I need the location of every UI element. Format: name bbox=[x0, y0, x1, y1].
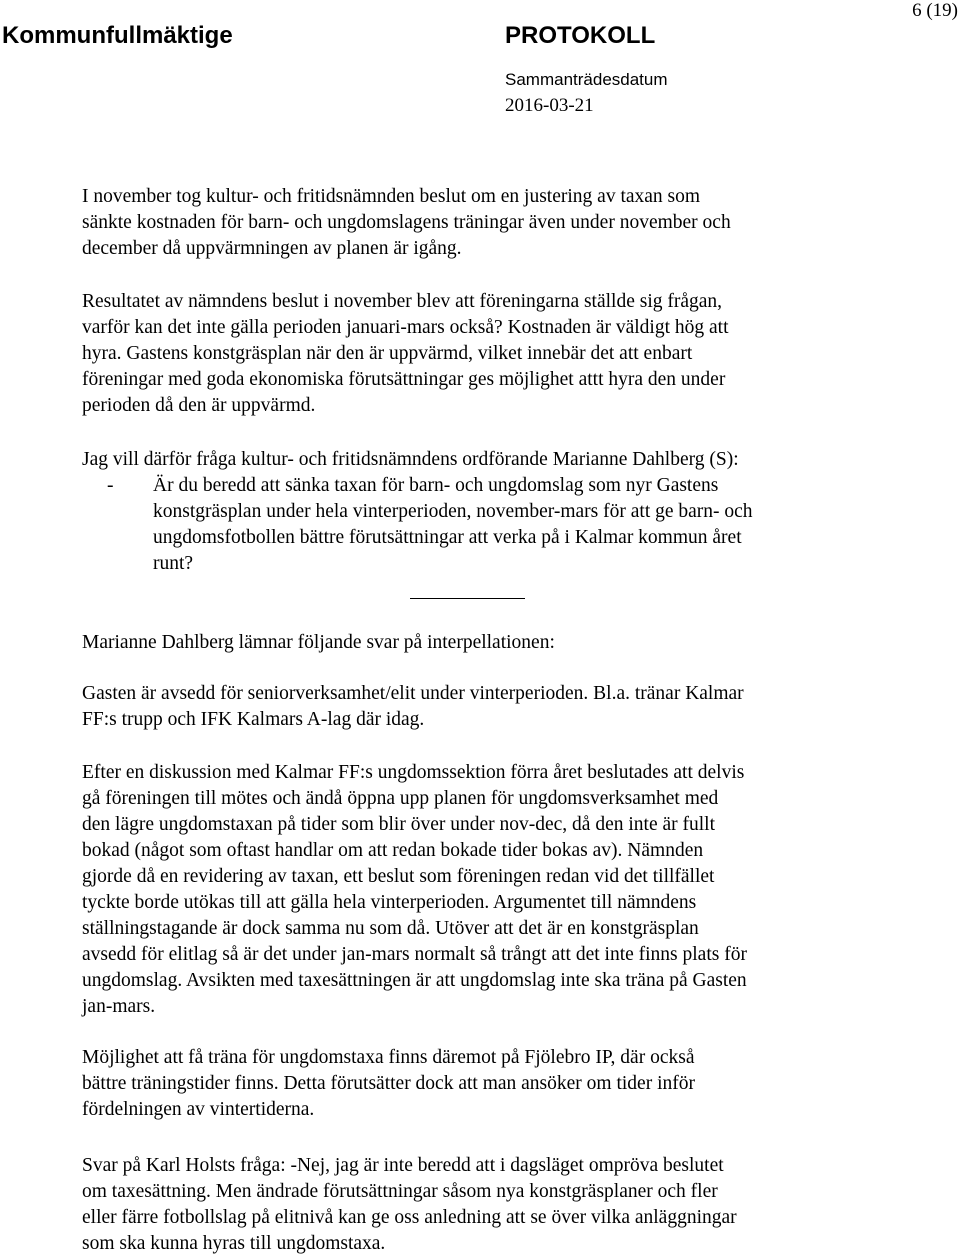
text-line: fördelningen av vintertiderna. bbox=[82, 1099, 315, 1120]
text-line: eller färre fotbollslag på elitnivå kan ge oss anledning att se över vilka anläggningar bbox=[82, 1207, 737, 1228]
text-line: om taxesättning. Men ändrade förutsättningar såsom nya konstgräsplaner och fler bbox=[82, 1181, 718, 1202]
text-line: ungdomslag. Avsikten med taxesättningen är att ungdomslag inte ska träna på Gasten bbox=[82, 970, 747, 991]
paragraph-1 bbox=[82, 184, 882, 262]
text-line: konstgräsplan under hela vinterperioden, november-mars för att ge barn- och bbox=[153, 501, 753, 522]
text-line: FF:s trupp och IFK Kalmars A-lag där idag. bbox=[82, 709, 425, 730]
text-line: varför kan det inte gälla perioden januari-mars också? Kostnaden är väldigt hög att bbox=[82, 317, 729, 338]
text-line: sänkte kostnaden för barn- och ungdomslagens träningar även under november och bbox=[82, 212, 731, 233]
text-line: gå föreningen till mötes och ändå öppna upp planen för ungdomsverksamhet med bbox=[82, 788, 719, 809]
text-line: runt? bbox=[153, 553, 194, 574]
text-line: hyra. Gastens konstgräsplan när den är uppvärmd, vilket innebär det att enbart bbox=[82, 343, 693, 364]
text-line: jan-mars. bbox=[82, 996, 156, 1017]
text-line: Är du beredd att sänka taxan för barn- och ungdomslag som nyr Gastens bbox=[153, 475, 719, 496]
text-line: bättre träningstider finns. Detta förutsätter dock att man ansöker om tider inför bbox=[82, 1073, 695, 1094]
document-type: PROTOKOLL bbox=[505, 22, 656, 49]
question-bullet: - bbox=[107, 475, 114, 496]
text-line: tyckte borde utökas till att gälla hela vinterperioden. Argumentet till nämndens bbox=[82, 892, 697, 913]
text-line: Jag vill därför fråga kultur- och fritidsnämndens ordförande Marianne Dahlberg (S): bbox=[82, 449, 739, 470]
text-line: som ska kunna hyras till ungdomstaxa. bbox=[82, 1233, 386, 1254]
page-number: 6 (19) bbox=[912, 0, 958, 21]
text-line: bokad (något som oftast handlar om att redan bokade tider bokas av). Nämnden bbox=[82, 840, 704, 861]
text-line: ungdomsfotbollen bättre förutsättningar att verka på i Kalmar kommun året bbox=[153, 527, 742, 548]
text-line: december då uppvärmningen av planen är igång. bbox=[82, 238, 462, 259]
text-line: I november tog kultur- och fritidsnämnden beslut om en justering av taxan som bbox=[82, 186, 701, 207]
text-line: Svar på Karl Holsts fråga: -Nej, jag är inte beredd att i dagsläget ompröva beslutet bbox=[82, 1155, 724, 1176]
question-intro bbox=[82, 447, 882, 473]
text-line: föreningar med goda ekonomiska förutsättningar ges möjlighet attt hyra den under bbox=[82, 369, 726, 390]
meeting-date-label: Sammanträdesdatum bbox=[505, 70, 668, 89]
text-line: Resultatet av nämndens beslut i november blev att föreningarna ställde sig frågan, bbox=[82, 291, 723, 312]
text-line: Gasten är avsedd för seniorverksamhet/elit under vinterperioden. Bl.a. tränar Kalmar bbox=[82, 683, 744, 704]
paragraph-7 bbox=[82, 1045, 882, 1123]
text-line: perioden då den är uppvärmd. bbox=[82, 395, 316, 416]
text-line: Efter en diskussion med Kalmar FF:s ungdomssektion förra året beslutades att delvis bbox=[82, 762, 745, 783]
text-line: ställningstagande är dock samma nu som då. Utöver att det är en konstgräsplan bbox=[82, 918, 699, 939]
separator-line bbox=[410, 598, 525, 599]
paragraph-8 bbox=[82, 1153, 882, 1257]
paragraph-5 bbox=[82, 681, 882, 733]
text-line: gjorde då en revidering av taxan, ett beslut som föreningen redan vid det tillfället bbox=[82, 866, 715, 887]
paragraph-2 bbox=[82, 289, 882, 419]
text-line: Marianne Dahlberg lämnar följande svar på interpellationen: bbox=[82, 632, 555, 653]
organization-title: Kommunfullmäktige bbox=[2, 22, 233, 49]
question-text bbox=[153, 473, 893, 577]
text-line: avsedd för elitlag så är det under jan-mars normalt så trångt att det inte finns plats för bbox=[82, 944, 747, 965]
meeting-date: 2016-03-21 bbox=[505, 95, 594, 116]
text-line: Möjlighet att få träna för ungdomstaxa finns däremot på Fjölebro IP, där också bbox=[82, 1047, 695, 1068]
text-line: den lägre ungdomstaxan på tider som blir över under nov-dec, då den inte är fullt bbox=[82, 814, 716, 835]
paragraph-6 bbox=[82, 760, 882, 1020]
answer-intro bbox=[82, 630, 882, 656]
